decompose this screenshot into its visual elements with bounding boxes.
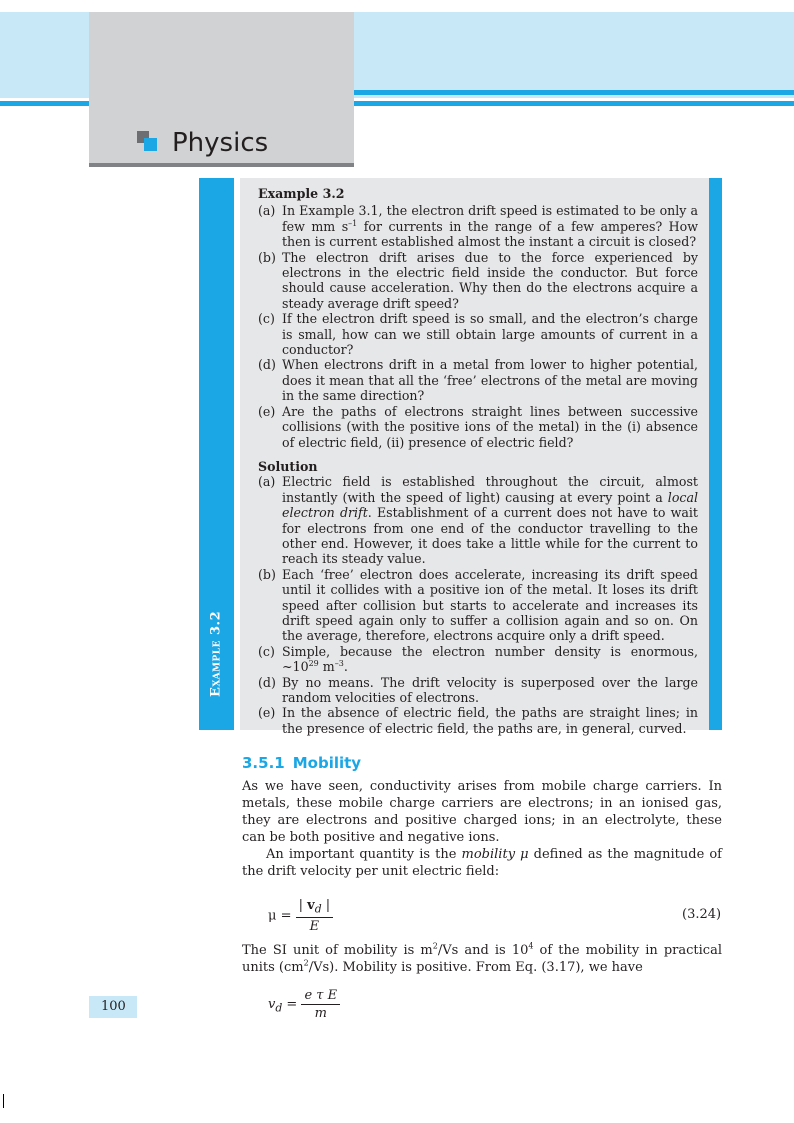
example-content — [258, 186, 698, 736]
solution-item-text: In the absence of electric field, the paths are straight lines; in the presence of electric field, the paths are, in general, curved. — [282, 705, 698, 736]
example-heading: Example 3.2 — [258, 186, 345, 201]
question-item-label: (c) — [258, 311, 275, 327]
equation-drift-velocity — [268, 988, 340, 1021]
chapter-title: Physics — [172, 128, 269, 158]
solution-item-text: By no means. The drift velocity is superposed over the large random velocities of electrons. — [282, 674, 698, 705]
solution-item-3 — [258, 644, 698, 675]
section-title: Mobility — [292, 754, 362, 772]
solution-item-1 — [258, 474, 698, 566]
section-number: 3.5.1 — [242, 754, 285, 772]
solution-item-text: Each ‘free’ electron does accelerate, increasing its drift speed until it collides with a positive ion of the metal. It loses its drift speed after collision but starts to accelerate and increases its drift speed again only to suffer a collision again and so on. On the average, therefore, electrons acquire only a drift speed. — [282, 566, 698, 644]
example-side-label: Example 3.2 — [208, 610, 224, 697]
question-item-text: In Example 3.1, the electron drift speed is estimated to be only a few mm $s^{-1}$ for currents in the range of a few amperes? How then is current established almost the instant a circuit is closed? — [282, 203, 698, 250]
solution-item-2 — [258, 567, 698, 644]
chapter-squares-icon — [137, 131, 159, 153]
solution-item-label: (c) — [258, 643, 275, 659]
question-item-2 — [258, 250, 698, 312]
example-side-bar — [199, 178, 234, 730]
equation-number: (3.24) — [682, 907, 722, 922]
header-rule-upper — [354, 90, 794, 95]
question-item-label: (a) — [258, 203, 276, 219]
paragraph-2: An important quantity is the mobility μ defined as the magnitude of the drift velocity per unit electric field: — [242, 847, 722, 879]
equation-mobility-lhs: μ = — [268, 908, 292, 924]
equation-drift-numerator: e τ E — [301, 988, 340, 1005]
equation-drift-lhs: $v_d$ = — [268, 997, 298, 1015]
question-item-text: Are the paths of electrons straight lines between successive collisions (with the positive ions of the metal) in the (i) absence of electric field, (ii) presence of electric field? — [282, 403, 698, 450]
equation-mobility — [268, 898, 333, 934]
question-item-label: (d) — [258, 357, 276, 373]
paragraph-1: As we have seen, conductivity arises from mobile charge carriers. In metals, these mobile charge carriers are electrons; in an ionised gas, they are electrons and positive charged ions; in an electrolyte, these can be both positive and negative ions. — [242, 779, 722, 845]
page-number: 100 — [101, 999, 126, 1014]
solution-heading: Solution — [258, 458, 318, 474]
question-item-4 — [258, 357, 698, 403]
equation-mobility-fraction — [296, 898, 334, 934]
question-item-3 — [258, 311, 698, 357]
solution-item-5 — [258, 705, 698, 736]
example-questions — [258, 203, 698, 450]
question-item-text: If the electron drift speed is so small, and the electron’s charge is small, how can we still obtain large amounts of current in a conductor? — [282, 311, 698, 358]
section-heading — [242, 754, 361, 772]
solution-item-label: (a) — [258, 474, 276, 490]
equation-mobility-denominator: E — [309, 918, 320, 934]
question-item-label: (e) — [258, 403, 276, 419]
chapter-tab-rule — [89, 163, 354, 167]
example-right-bar — [709, 178, 722, 730]
equation-drift-denominator: m — [314, 1006, 327, 1021]
question-item-1 — [258, 203, 698, 249]
solution-item-text: Simple, because the electron number density is enormous, $\sim 10^{29}$ $m^{-3}$. — [282, 643, 698, 675]
crop-mark-bottom — [3, 1094, 4, 1108]
question-item-text: The electron drift arises due to the force experienced by electrons in the electric field inside the conductor. But force should cause acceleration. Why then do the electrons acquire a steady average drift speed? — [282, 249, 698, 311]
solution-item-label: (b) — [258, 566, 276, 582]
solution-item-text: Electric field is established throughout the circuit, almost instantly (with the speed of light) causing at every point a local electron drift. Establishment of a current does not have to wait for electrons from one end of the conductor travelling to the other end. However, it does take a little while for the current to reach its steady value. — [282, 474, 698, 567]
solution-item-label: (e) — [258, 705, 276, 721]
solution-item-4 — [258, 675, 698, 706]
equation-mobility-numerator: | $v_d$ | — [296, 898, 334, 918]
question-item-label: (b) — [258, 249, 276, 265]
paragraph-3: The SI unit of mobility is $m^2/Vs$ and is $10^4$ of the mobility in practical units $(cm^2/Vs)$. Mobility is positive. From Eq. (3.17), we have — [242, 941, 722, 975]
question-item-text: When electrons drift in a metal from lower to higher potential, does it mean that all the ‘free’ electrons of the metal are moving in the same direction? — [282, 357, 698, 404]
example-solutions — [258, 474, 698, 736]
solution-item-label: (d) — [258, 674, 276, 690]
equation-drift-fraction — [301, 988, 340, 1021]
question-item-5 — [258, 404, 698, 450]
